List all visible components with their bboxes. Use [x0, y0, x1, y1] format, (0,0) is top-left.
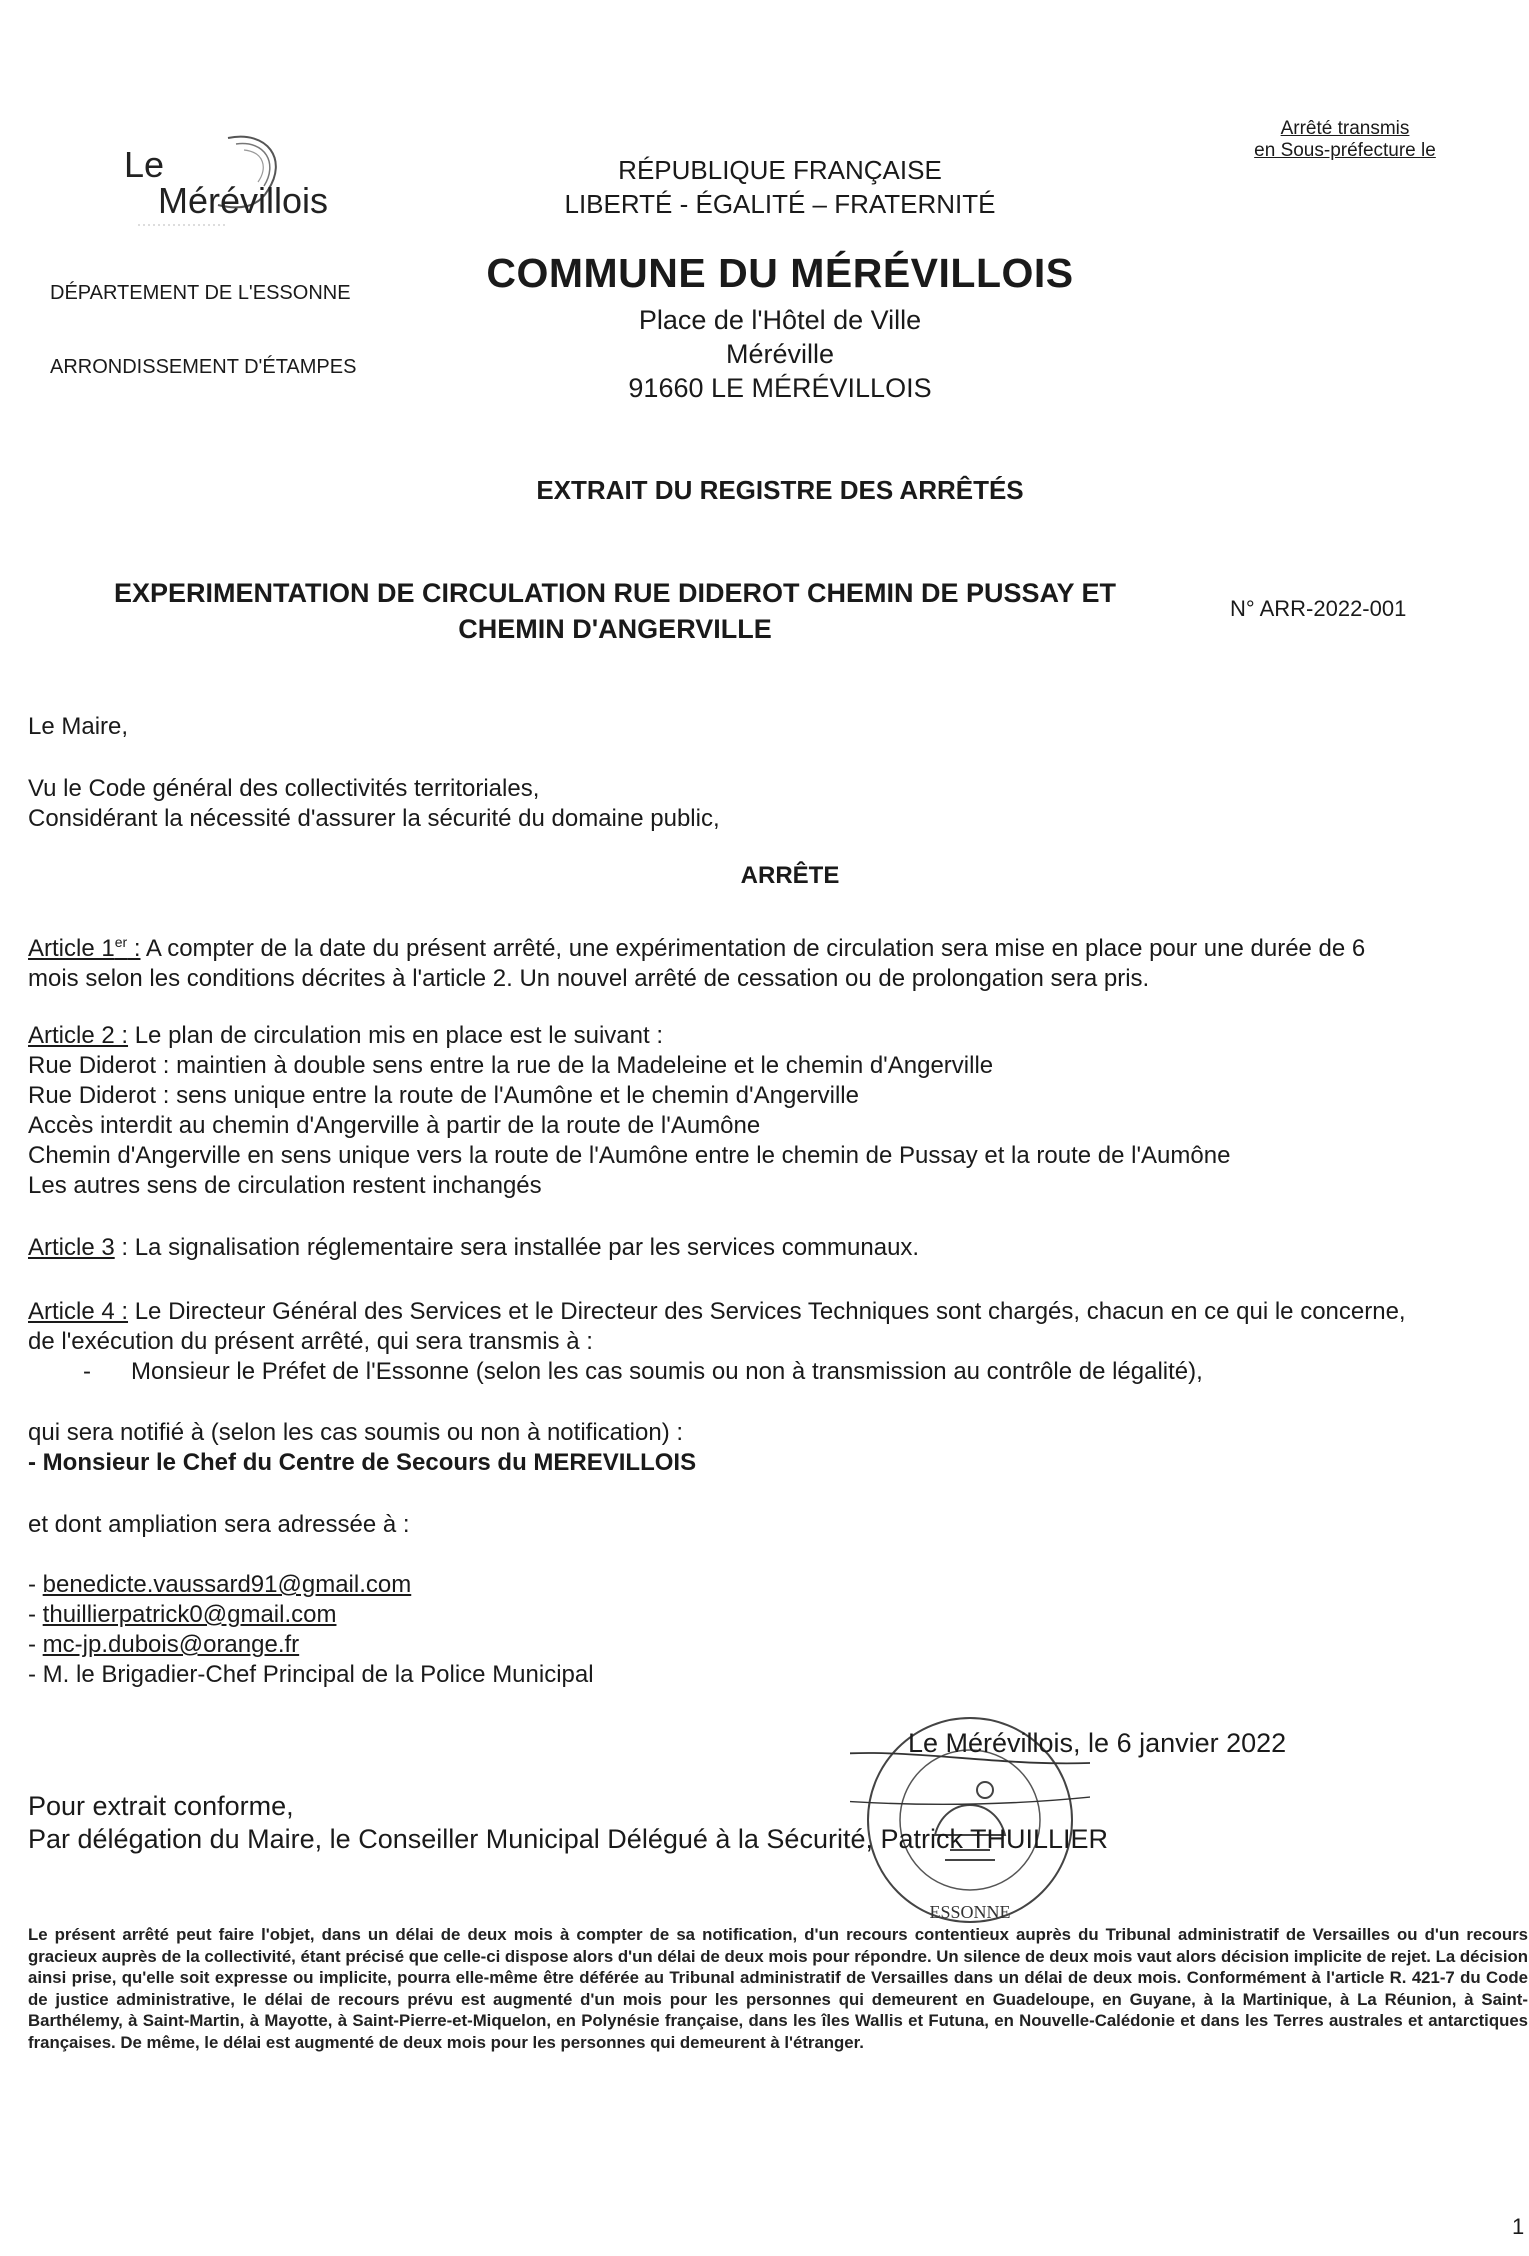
- article-1: [28, 927, 1528, 994]
- address-line1: Place de l'Hôtel de Ville: [638, 305, 922, 335]
- list-item: - M. le Brigadier-Chef Principal de la Police Municipal: [28, 1661, 594, 1688]
- signature-line1: Pour extrait conforme,: [28, 1791, 294, 1821]
- republique-title: RÉPUBLIQUE FRANÇAISE: [618, 155, 942, 185]
- article3-text: : La signalisation réglementaire sera installée par les services communaux.: [114, 1234, 920, 1261]
- page-number: 1: [1512, 2214, 1525, 2239]
- commune-logo: [118, 130, 348, 240]
- article4-label: Article 4 :: [28, 1298, 129, 1325]
- email-link[interactable]: mc-jp.dubois@orange.fr: [42, 1631, 300, 1658]
- commune-title: COMMUNE DU MÉRÉVILLOIS: [486, 250, 1074, 296]
- article1-text2: mois selon les conditions décrites à l'article 2. Un nouvel arrêté de cessation ou de prolongation sera pris.: [28, 965, 1150, 992]
- email-link[interactable]: thuillierpatrick0@gmail.com: [42, 1601, 337, 1628]
- article2-line: Chemin d'Angerville en sens unique vers la route de l'Aumône entre le chemin de Pussay et la route de l'Aumône: [28, 1142, 1231, 1169]
- article2-text: Le plan de circulation mis en place est le suivant :: [128, 1022, 663, 1049]
- vu-line: Vu le Code général des collectivités territoriales,: [28, 775, 540, 802]
- republique-block: [480, 153, 1080, 221]
- article2-line: Les autres sens de circulation restent inchangés: [28, 1172, 542, 1199]
- article-2: [28, 1021, 1528, 1201]
- subject-title: [30, 575, 1200, 647]
- article1-label: Article 1er :: [28, 934, 141, 962]
- article-3: [28, 1233, 1528, 1263]
- transmis-note: [1230, 118, 1460, 162]
- transmis-line1: Arrêté transmis: [1280, 118, 1410, 139]
- address-line2: Méréville: [725, 339, 835, 369]
- notifie-line: qui sera notifié à (selon les cas soumis ou non à notification) :: [28, 1419, 684, 1446]
- greeting: Le Maire,: [28, 713, 129, 740]
- email-link[interactable]: benedicte.vaussard91@gmail.com: [42, 1571, 412, 1598]
- signature-line2: Par délégation du Maire, le Conseiller Municipal Délégué à la Sécurité, Patrick THUILLIER: [28, 1824, 1109, 1854]
- article2-line: Rue Diderot : sens unique entre la route de l'Aumône et le chemin d'Angerville: [28, 1082, 859, 1109]
- ampliation-line: et dont ampliation sera adressée à :: [28, 1511, 410, 1538]
- article1-sup: er: [114, 934, 128, 950]
- address-line3: 91660 LE MÉRÉVILLOIS: [628, 373, 932, 403]
- notifie-item: - Monsieur le Chef du Centre de Secours du MEREVILLOIS: [28, 1449, 697, 1476]
- list-item: - mc-jp.dubois@orange.fr: [28, 1631, 300, 1658]
- signature-block: [28, 1790, 1108, 1856]
- article4-text: Le Directeur Général des Services et le Directeur des Services Techniques sont chargés, chacun en ce qui le concerne,: [128, 1298, 1406, 1325]
- considerant-line: Considérant la nécessité d'assurer la sécurité du domaine public,: [28, 805, 720, 832]
- article2-line: Rue Diderot : maintien à double sens entre la rue de la Madeleine et le chemin d'Angerville: [28, 1052, 994, 1079]
- list-item: - thuillierpatrick0@gmail.com: [28, 1601, 337, 1628]
- extrait-title: EXTRAIT DU REGISTRE DES ARRÊTÉS: [536, 475, 1024, 505]
- logo-text-merevillois: Mérévillois: [158, 180, 329, 221]
- logo-text-le: Le: [124, 144, 165, 185]
- subject-line2: CHEMIN D'ANGERVILLE: [458, 614, 772, 644]
- preamble: [28, 774, 1528, 834]
- legal-notice: Le présent arrêté peut faire l'objet, dans un délai de deux mois à compter de sa notification, d'un recours contentieux auprès du Tribunal administratif de Versailles ou d'un recours gracieux auprès de la collectivité, étant précisé que celle-ci dispose alors d'un délai de deux mois pour répondre. Un silence de deux mois vaut alors décision implicite de rejet. La décision ainsi prise, qu'elle soit expresse ou implicite, pourra elle-même être déférée au Tribunal administratif de Versailles dans un délai de deux mois. Conformément à l'article R. 421-7 du Code de justice administrative, le délai de recours prévu est augmenté d'un mois pour les personnes qui demeurent en Guadeloupe, en Guyane, à la Martinique, à La Réunion, à Saint-Barthélemy, à Saint-Martin, à Mayotte, à Saint-Pierre-et-Miquelon, en Polynésie française, dans les îles Wallis et Futuna, en Nouvelle-Calédonie et dans les Terres australes et antarctiques françaises. De même, le délai est augmenté de deux mois pour les personnes qui demeurent à l'étranger.: [28, 1925, 1528, 2052]
- devise: LIBERTÉ - ÉGALITÉ – FRATERNITÉ: [564, 189, 996, 219]
- arrondissement-label: ARRONDISSEMENT D'ÉTAMPES: [50, 356, 357, 378]
- transmis-line2: en Sous-préfecture le: [1254, 140, 1436, 161]
- article4-item: - Monsieur le Préfet de l'Essonne (selon les cas soumis ou non à transmission au contrôle de légalité),: [83, 1358, 1203, 1385]
- article3-label: Article 3: [28, 1234, 115, 1261]
- arrete-heading: ARRÊTE: [740, 862, 840, 889]
- arrete-number: N° ARR-2022-001: [1230, 596, 1407, 621]
- list-item: - benedicte.vaussard91@gmail.com: [28, 1571, 412, 1598]
- notification-block: [28, 1418, 1528, 1478]
- stamp-label: ESSONNE: [929, 1902, 1011, 1922]
- article1-text: A compter de la date du présent arrêté, une expérimentation de circulation sera mise en place pour une durée de 6: [140, 935, 1366, 962]
- signature-date: Le Mérévillois, le 6 janvier 2022: [908, 1728, 1287, 1758]
- subject-line1: EXPERIMENTATION DE CIRCULATION RUE DIDEROT CHEMIN DE PUSSAY ET: [113, 578, 1117, 608]
- ampliation-list: [28, 1570, 1528, 1690]
- article2-line: Accès interdit au chemin d'Angerville à partir de la route de l'Aumône: [28, 1112, 761, 1139]
- article2-label: Article 2 :: [28, 1022, 129, 1049]
- article4-text2: de l'exécution du présent arrêté, qui sera transmis à :: [28, 1328, 593, 1355]
- departement-label: DÉPARTEMENT DE L'ESSONNE: [50, 282, 351, 304]
- article-4: [28, 1297, 1528, 1387]
- address-block: [480, 303, 1080, 405]
